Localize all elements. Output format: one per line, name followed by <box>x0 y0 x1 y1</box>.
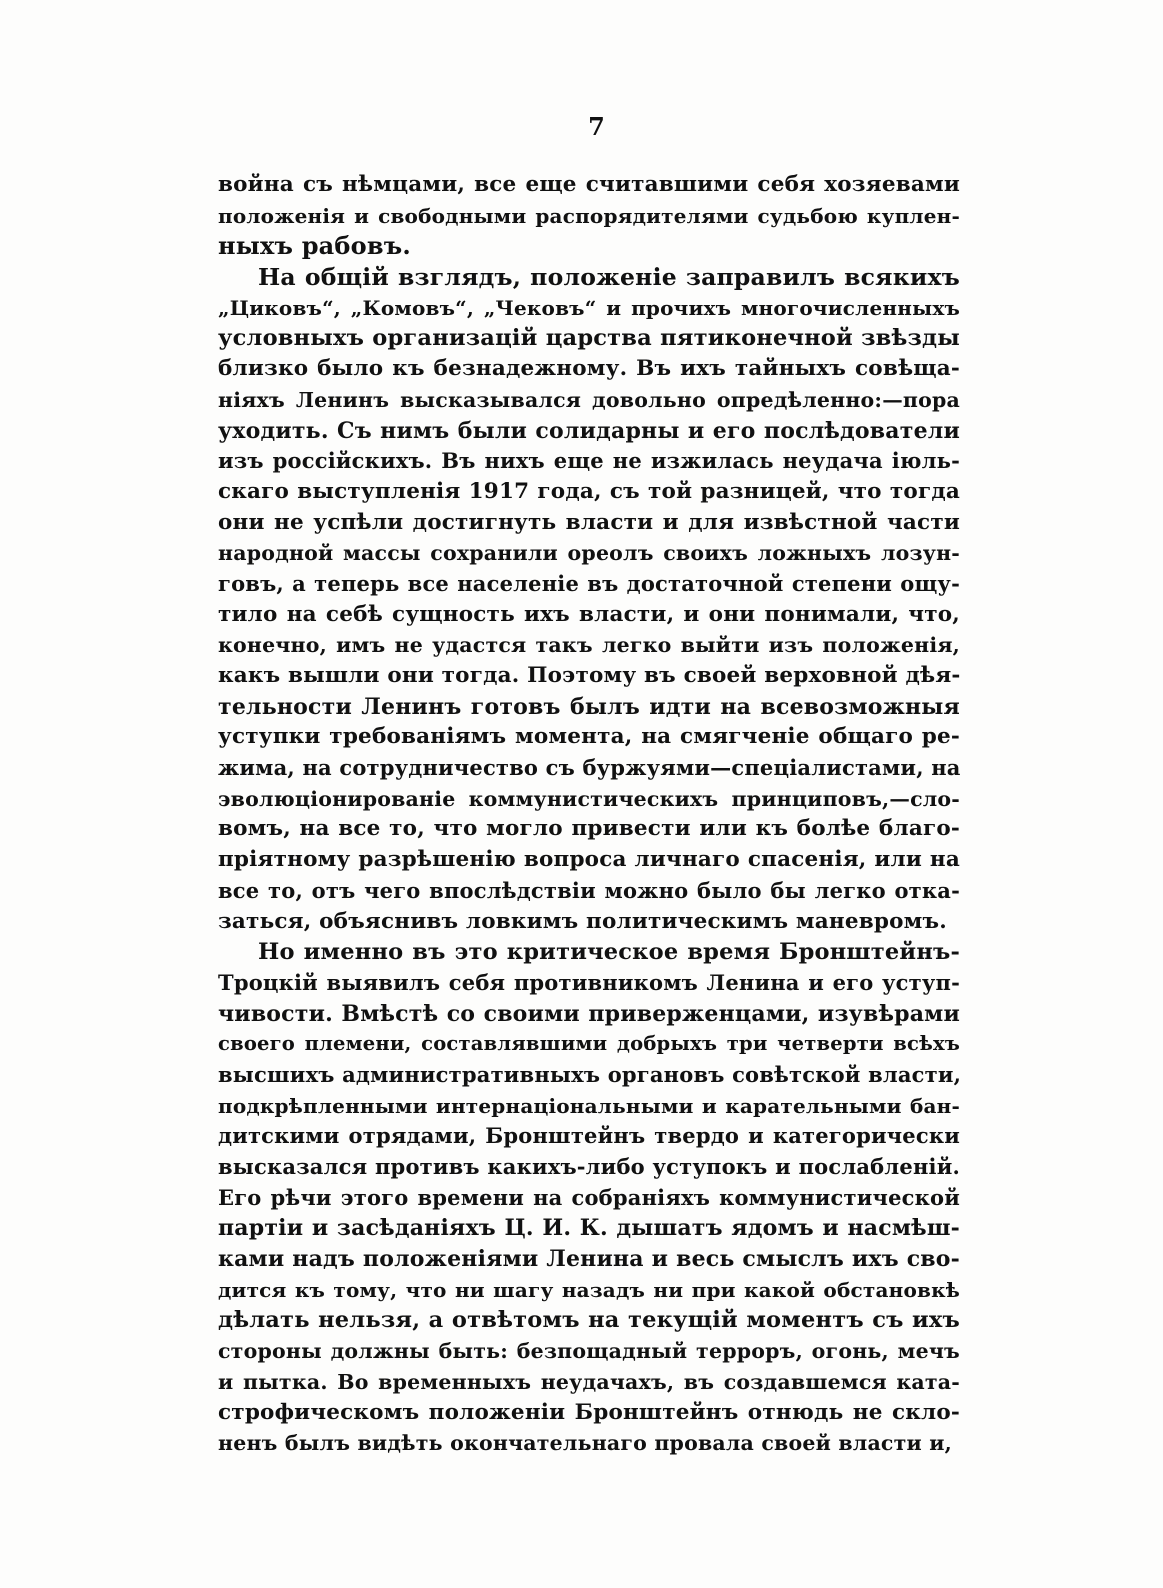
text-line: эволюціонированіе коммунистическихъ принциповъ,—сло- <box>218 786 960 811</box>
text-line: говъ, а теперь все населеніе въ достаточной степени ощу- <box>218 570 960 596</box>
page-number-text: 7 <box>588 112 605 141</box>
text-line: чивости. Вмѣстѣ со своими приверженцами, изувѣрами <box>218 1000 960 1027</box>
text-line: все то, отъ чего впослѣдствіи можно было бы легко отка- <box>218 877 960 903</box>
text-line: дѣлать нельзя, а отвѣтомъ на текущій моментъ съ ихъ <box>218 1307 960 1334</box>
text-line: и пытка. Во временныхъ неудачахъ, въ создавшемся ката- <box>218 1369 960 1394</box>
text-line: какъ вышли они тогда. Поэтому въ своей верховной дѣя- <box>218 663 961 688</box>
text-line: партіи и засѣданіяхъ Ц. И. К. дышатъ ядомъ и насмѣш- <box>218 1215 960 1242</box>
text-line: скаго выступленія 1917 года, съ той разницей, что тогда <box>218 478 960 504</box>
text-line: ніяхъ Ленинъ высказывался довольно опредѣленно:—пора <box>218 387 960 412</box>
text-line: условныхъ организацій царства пятиконечной звѣзды <box>218 325 960 352</box>
text-line: ныхъ рабовъ. <box>218 231 411 261</box>
text-line: Но именно въ это критическое время Бронштейнъ- <box>258 939 960 966</box>
text-line: пріятному разрѣшенію вопроса личнаго спасенія, или на <box>218 847 960 873</box>
text-line: дится къ тому, что ни шагу назадъ ни при какой обстановкѣ <box>218 1277 960 1302</box>
text-line: изъ россійскихъ. Въ нихъ еще не изжилась неудача іюль- <box>218 448 960 474</box>
paragraph <box>218 170 960 262</box>
text-line: Его рѣчи этого времени на собраніяхъ коммунистической <box>218 1184 960 1210</box>
page-number <box>0 112 1163 141</box>
text-line: заться, объяснивъ ловкимъ политическимъ маневромъ. <box>218 908 947 934</box>
text-line: близко было къ безнадежному. Въ ихъ тайныхъ совѣща- <box>218 356 960 382</box>
text-line: народной массы сохранили ореолъ своихъ ложныхъ лозун- <box>218 541 960 566</box>
text-line: высшихъ административныхъ органовъ совѣтской власти, <box>218 1061 962 1087</box>
body-text <box>218 170 960 1459</box>
text-line: жима, на сотрудничество съ буржуями—спеціалистами, на <box>218 755 961 781</box>
text-line: ненъ былъ видѣть окончательнаго провала своей власти и, <box>218 1431 952 1456</box>
text-line: стороны должны быть: безпощадный терроръ, огонь, мечъ <box>218 1339 960 1364</box>
text-line: тельности Ленинъ готовъ былъ идти на всевозможныя <box>218 693 960 720</box>
text-line: дитскими отрядами, Бронштейнъ твердо и категорически <box>218 1123 960 1149</box>
text-line: война съ нѣмцами, все еще считавшими себя хозяевами <box>218 172 960 197</box>
paragraph <box>218 262 960 937</box>
text-line: „Циковъ“, „Комовъ“, „Чековъ“ и прочихъ многочисленныхъ <box>218 295 960 320</box>
text-line: Троцкій выявилъ себя противникомъ Ленина и его уступ- <box>218 969 960 995</box>
text-line: строфическомъ положеніи Бронштейнъ отнюдь не скло- <box>218 1399 960 1425</box>
text-line: конечно, имъ не удастся такъ легко выйти изъ положенія, <box>218 633 960 658</box>
text-line: тило на себѣ сущность ихъ власти, и они понимали, что, <box>218 601 960 627</box>
text-line: высказался противъ какихъ-либо уступокъ и послабленій. <box>218 1154 960 1179</box>
text-line: ками надъ положеніями Ленина и весь смыслъ ихъ сво- <box>218 1246 960 1273</box>
text-line: они не успѣли достигнуть власти и для извѣстной части <box>218 509 960 535</box>
text-line: вомъ, на все то, что могло привести или къ болѣе благо- <box>218 816 960 842</box>
text-line: уступки требованіямъ момента, на смягченіе общаго ре- <box>218 724 960 750</box>
text-line: положенія и свободными распорядителями судьбою куплен- <box>218 203 960 228</box>
text-line: подкрѣпленными интернаціональными и карательными бан- <box>218 1093 960 1118</box>
paragraph <box>218 937 960 1459</box>
text-line: уходить. Съ нимъ были солидарны и его послѣдователи <box>218 417 960 444</box>
text-line: На общій взглядъ, положеніе заправилъ всякихъ <box>258 263 960 292</box>
text-line: своего племени, составлявшими добрыхъ три четверти всѣхъ <box>218 1032 960 1056</box>
